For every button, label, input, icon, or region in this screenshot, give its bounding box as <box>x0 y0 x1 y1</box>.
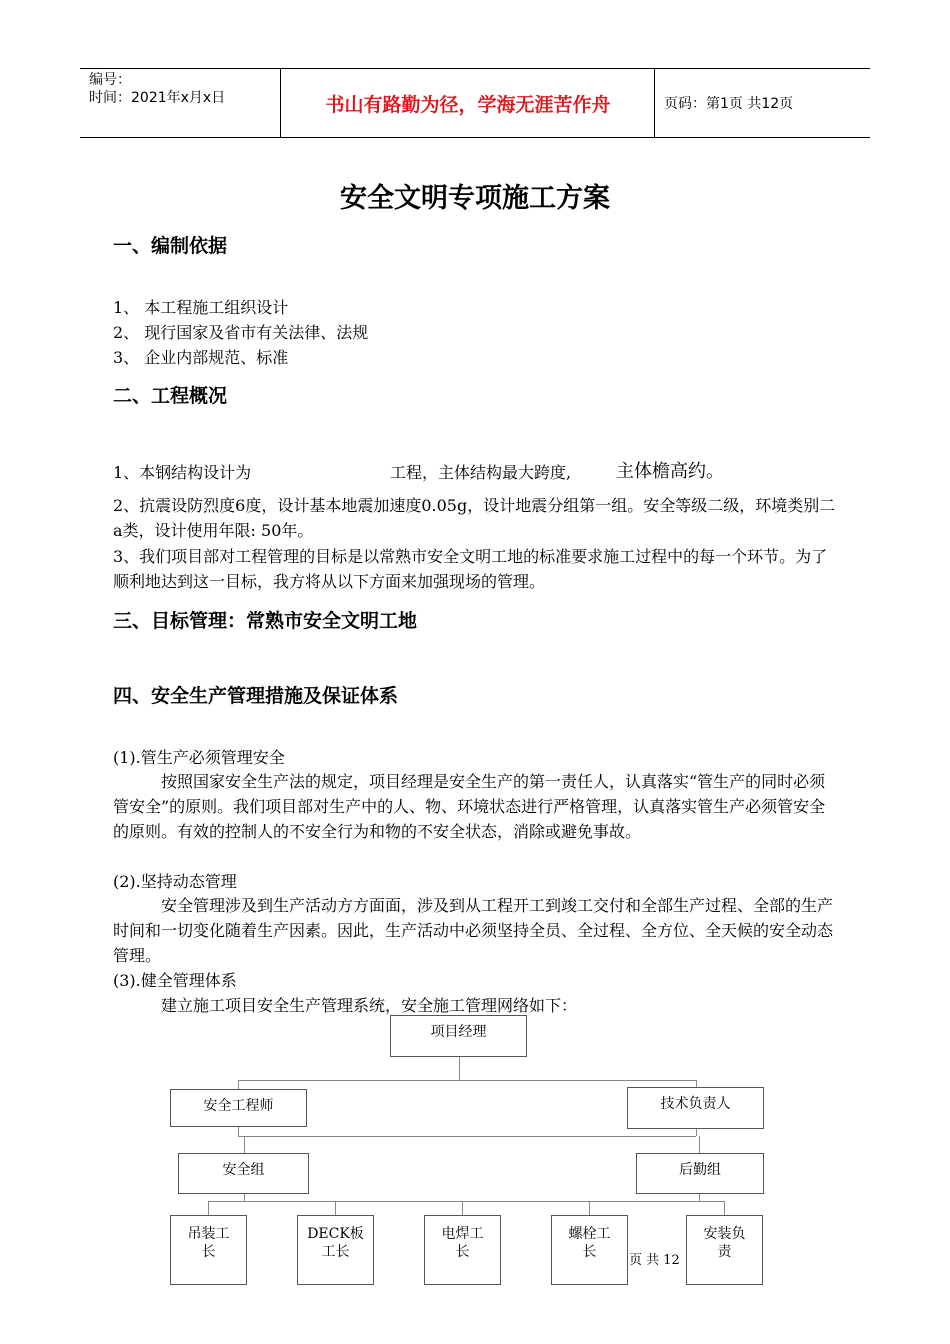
connector-line <box>589 1201 590 1216</box>
overview-line-1-mid: 工程，主体结构最大跨度, <box>390 463 572 482</box>
subsection-1-body: 按照国家安全生产法的规定，项目经理是安全生产的第一责任人，认真落实“管生产的同时必须管安全”的原则。我们项目部对生产中的人、物、环境状态进行严格管理，认真落实管生产必须管安全的原则。有效的控制人的不安全行为和物的不安全状态，消除或避免事故。 <box>113 772 826 841</box>
section-1-heading: 一、编制依据 <box>113 235 228 257</box>
overview-paragraph-3: 3、我们项目部对工程管理的目标是以常熟市安全文明工地的标准要求施工过程中的每一个环节。为了顺利地达到这一目标，我方将从以下方面来加强现场的管理。 <box>113 547 828 591</box>
page-info: 页码：第1页 共12页 <box>664 96 794 112</box>
number-label: 编号： <box>89 72 131 88</box>
section-4-heading: 四、安全生产管理措施及保证体系 <box>113 685 399 707</box>
org-leaf-welding-foreman: 电焊工长 <box>424 1215 501 1285</box>
list-item: 1、 本工程施工组织设计 <box>113 298 289 317</box>
connector-line <box>238 1080 696 1081</box>
subsection-3-body: 建立施工项目安全生产管理系统，安全施工管理网络如下： <box>161 996 578 1015</box>
header-meta-cell <box>80 69 281 137</box>
connector-line <box>459 1056 460 1080</box>
list-item: 3、 企业内部规范、标准 <box>113 348 289 367</box>
overview-line-1-start: 1、本钢结构设计为 <box>113 463 252 482</box>
date-label: 时间：2021年x月x日 <box>89 90 226 106</box>
subsection-1-title: (1).管生产必须管理安全 <box>113 748 285 767</box>
section-3-heading: 三、目标管理：常熟市安全文明工地 <box>113 610 418 632</box>
connector-line <box>244 1193 245 1201</box>
org-leaf-bolt-foreman: 螺栓工长 <box>551 1215 628 1285</box>
document-title: 安全文明专项施工方案 <box>340 183 610 214</box>
org-leaf-install-lead: 安装负责 <box>686 1215 763 1285</box>
connector-line <box>462 1201 463 1216</box>
connector-line <box>238 1136 696 1137</box>
org-safety-engineer: 安全工程师 <box>170 1089 307 1127</box>
connector-line <box>699 1193 700 1201</box>
org-safety-team: 安全组 <box>178 1153 309 1194</box>
org-logistics-team: 后勤组 <box>636 1153 764 1194</box>
org-project-manager: 项目经理 <box>390 1015 527 1057</box>
overview-paragraph-2: 2、抗震设防烈度6度，设计基本地震加速度0.05g，设计地震分组第一组。安全等级二级，环境类别二a类，设计使用年限: 50年。 <box>113 496 836 540</box>
header-table <box>80 68 870 138</box>
connector-line <box>724 1201 725 1216</box>
motto: 书山有路勤为径，学海无涯苦作舟 <box>282 69 655 137</box>
connector-line <box>244 1136 245 1154</box>
subsection-3-title: (3).健全管理体系 <box>113 971 237 990</box>
org-leaf-lifting-foreman: 吊装工长 <box>170 1215 247 1285</box>
connector-line <box>208 1201 724 1202</box>
subsection-2-title: (2).坚持动态管理 <box>113 872 237 891</box>
org-leaf-deck-foreman: DECK板工长 <box>297 1215 374 1285</box>
overview-line-1-end: 主体檐高约。 <box>616 461 724 482</box>
org-technical-lead: 技术负责人 <box>627 1087 764 1129</box>
section-2-heading: 二、工程概况 <box>113 385 228 407</box>
connector-line <box>696 1128 697 1136</box>
footer-page-number: 页 共 12 <box>629 1253 680 1268</box>
connector-line <box>335 1201 336 1216</box>
connector-line <box>238 1126 239 1136</box>
subsection-2-body: 安全管理涉及到生产活动方方面面，涉及到从工程开工到竣工交付和全部生产过程、全部的生产时间和一切变化随着生产因素。因此，生产活动中必须坚持全员、全过程、全方位、全天候的安全动态管理。 <box>113 896 834 965</box>
connector-line <box>208 1201 209 1216</box>
list-item: 2、 现行国家及省市有关法律、法规 <box>113 323 369 342</box>
connector-line <box>699 1136 700 1154</box>
